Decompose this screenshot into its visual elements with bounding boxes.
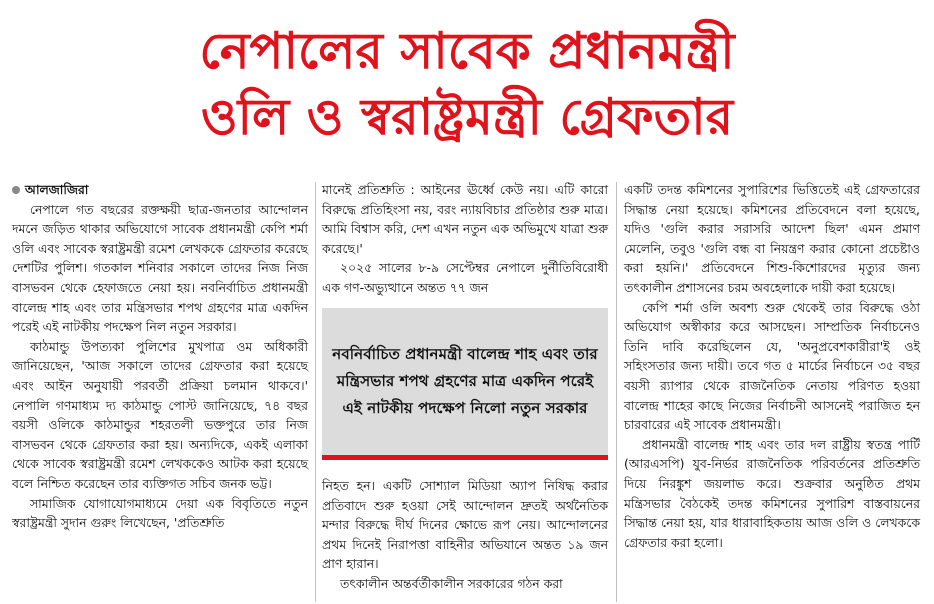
- paragraph: নেপালে গত বছরের রক্তক্ষয়ী ছাত্র-জনতার আন্দোলন দমনে জড়িত থাকার অভিযোগে সাবেক প্রধানমন্ত্রী কেপি শর্মা ওলি এবং সাবেক স্বরাষ্ট্রমন্ত্রী রমেশ লেখককে গ্রেফতার করেছে দেশটির পুলিশ। গতকাল শনিবার সকালে তাদের নিজ নিজ বাসভবন থেকে হেফাজতে নেয়া হয়। নবনির্বাচিত প্রধানমন্ত্রী বালেন্দ্র শাহ এবং তার মন্ত্রিসভার শপথ গ্রহণের মাত্র একদিন পরেই এই নাটকীয় পদক্ষেপ নিল নতুন সরকার।: [12, 201, 308, 335]
- pull-quote-text: নবনির্বাচিত প্রধানমন্ত্রী বালেন্দ্র শাহ এবং তার মন্ত্রিসভার শপথ গ্রহণের মাত্র একদিন পরেই এই নাটকীয় পদক্ষেপ নিলো নতুন সরকার: [332, 345, 598, 417]
- article-column-3: [624, 180, 920, 552]
- paragraph: একটি তদন্ত কমিশনের সুপারিশের ভিত্তিতেই এই গ্রেফতারের সিদ্ধান্ত নেয়া হয়েছে। কমিশনের প্রতিবেদনে বলা হয়েছে, যদিও 'গুলি করার সরাসরি আদেশ ছিল' এমন প্রমাণ মেলেনি, তবুও 'গুলি বন্ধ বা নিয়ন্ত্রণ করার কোনো প্রচেষ্টাও করা হয়নি।' প্রতিবেদনে শিশু-কিশোরদের মৃত্যুর জন্য তৎকালীন প্রশাসনের চরম অবহেলাকে দায়ী করা হয়েছে।: [624, 182, 920, 295]
- column-divider: [616, 182, 617, 602]
- article-column-2: [322, 180, 608, 298]
- bullet-icon: [12, 186, 20, 194]
- headline-line-1: নেপালের সাবেক প্রধানমন্ত্রী: [199, 22, 735, 80]
- article-column-1: [12, 180, 308, 533]
- source-label: আলজাজিরা: [25, 182, 89, 197]
- paragraph: কেপি শর্মা ওলি অবশ্য শুরু থেকেই তার বিরুদ্ধে ওঠা অভিযোগ অস্বীকার করে আসছেন। সাম্প্রতিক নির্বাচনেও তিনি দাবি করেছিলেন যে, 'অনুপ্রবেশকারীরা'ই ওই সহিংসতার জন্য দায়ী। তবে গত ৫ মার্চের নির্বাচনে ৩৫ বছর বয়সী র‍্যাপার থেকে রাজনৈতিক নেতায় পরিণত হওয়া বালেন্দ্র শাহের কাছে নিজের নির্বাচনী আসনেই পরাজিত হন চারবারের এই সাবেক প্রধানমন্ত্রী।: [624, 299, 920, 433]
- paragraph: ২০২৫ সালের ৮-৯ সেপ্টেম্বর নেপালে দুর্নীতিবিরোধী এক গণ-অভ্যুত্থানে অন্তত ৭৭ জন: [322, 260, 608, 295]
- column-divider: [315, 182, 316, 602]
- pull-quote-box: [322, 308, 608, 460]
- paragraph: সামাজিক যোগাযোগমাধ্যমে দেয়া এক বিবৃতিতে নতুন স্বরাষ্ট্রমন্ত্রী সুদান গুরুং লিখেছেন, 'প্রতিশ্রুতি: [12, 495, 308, 531]
- headline-line-2: ওলি ও স্বরাষ্ট্রমন্ত্রী গ্রেফতার: [200, 88, 734, 146]
- paragraph: নিহত হন। একটি সোশ্যাল মিডিয়া অ্যাপ নিষিদ্ধ করার প্রতিবাদে শুরু হওয়া সেই আন্দোলন দ্রুতই অর্থনৈতিক মন্দার বিরুদ্ধে দীর্ঘ দিনের ক্ষোভে রূপ নেয়। আন্দোলনের প্রথম দিনেই নিরাপত্তা বাহিনীর অভিযানে অন্তত ১৯ জন প্রাণ হারান।: [322, 478, 608, 572]
- article-column-2-continued: [322, 476, 608, 594]
- source-line: [12, 180, 308, 200]
- paragraph: মানেই প্রতিশ্রুতি : আইনের ঊর্ধ্বে কেউ নয়। এটি কারো বিরুদ্ধে প্রতিহিংসা নয়, বরং ন্যায়বিচার প্রতিষ্ঠার শুরু মাত্র। আমি বিশ্বাস করি, দেশ এখন নতুন এক অভিমুখে যাত্রা শুরু করেছে।': [322, 182, 608, 256]
- paragraph: কাঠমান্ডু উপত্যকা পুলিশের মুখপাত্র ওম অধিকারী জানিয়েছেন, 'আজ সকালে তাদের গ্রেফতার করা হয়েছে এবং আইন অনুযায়ী পরবর্তী প্রক্রিয়া চলমান থাকবে।' নেপালি গণমাধ্যম দ্য কাঠমান্ডু পোস্ট জানিয়েছে, ৭৪ বছর বয়সী ওলিকে কাঠমান্ডুর শহরতলী ভক্তপুরে তার নিজ বাসভবন থেকে গ্রেফতার করা হয়। অন্যদিকে, একই এলাকা থেকে সাবেক স্বরাষ্ট্রমন্ত্রী রমেশ লেখককেও আটক করা হয়েছে বলে নিশ্চিত করেছেন তার ব্যক্তিগত সচিব জনক ভট্ট।: [12, 338, 308, 491]
- paragraph: তৎকালীন অন্তর্বর্তীকালীন সরকারের গঠন করা: [340, 575, 563, 591]
- headline: [0, 18, 934, 150]
- paragraph: প্রধানমন্ত্রী বালেন্দ্র শাহ এবং তার দল রাষ্ট্রীয় স্বতন্ত্র পার্টি (আরএসপি) যুব-নির্ভর রাজনৈতিক পরিবর্তনের প্রতিশ্রুতি দিয়ে নিরঙ্কুশ জয়লাভ করে। শুক্রবার অনুষ্ঠিত প্রথম মন্ত্রিসভার বৈঠকেই তদন্ত কমিশনের সুপারিশ বাস্তবায়নের সিদ্ধান্ত নেয়া হয়, যার ধারাবাহিকতায় আজ ওলি ও লেখককে গ্রেফতার করা হলো।: [624, 436, 920, 550]
